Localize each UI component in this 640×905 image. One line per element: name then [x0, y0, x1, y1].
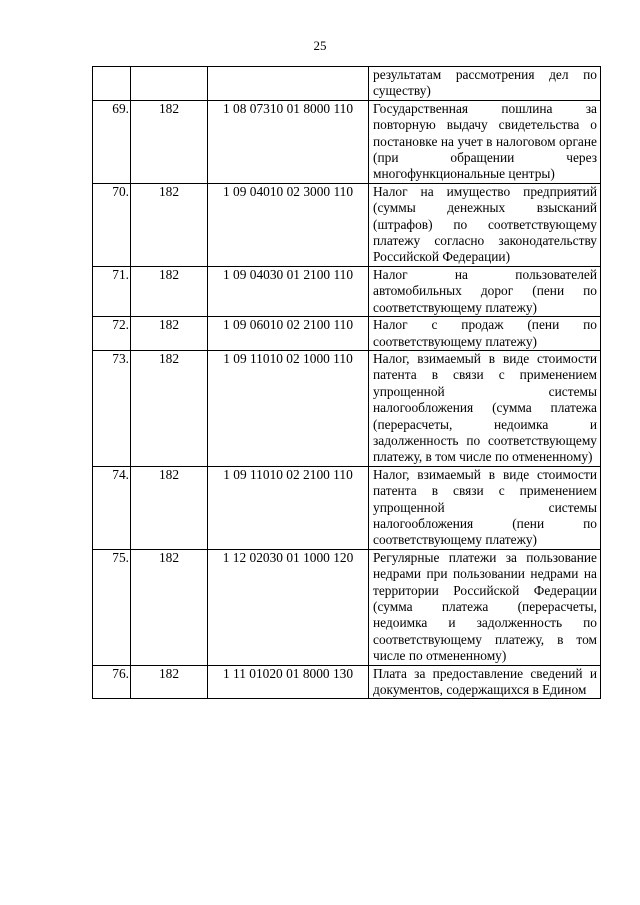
admin-code-cell: [131, 67, 208, 101]
budget-classification-code-cell: [208, 266, 369, 316]
admin-code-text: 182: [158, 466, 180, 482]
revenue-description-text: Плата за предоставление сведений и документов, содержащихся в Едином: [373, 665, 597, 698]
admin-code-text: 182: [158, 665, 180, 681]
table-row: [93, 350, 601, 466]
admin-code-text: 182: [158, 100, 180, 116]
table-row: [93, 665, 601, 699]
row-number-text: 74.: [112, 466, 129, 482]
revenue-description-cell: [369, 350, 601, 466]
row-number-cell: [93, 67, 131, 101]
admin-code-cell: [131, 549, 208, 665]
revenue-codes-table: [92, 66, 601, 699]
revenue-description-text: Налог, взимаемый в виде стоимости патента в связи с применением упрощенной системы налогообложения (сумма платежа (перерасчеты, недоимка и задолженность по соответствующему платежу, в том числе по отмененному): [373, 350, 597, 465]
revenue-description-text: Государственная пошлина за повторную выдачу свидетельства о постановке на учет в налоговом органе (при обращении через многофункциональные центры): [373, 100, 597, 182]
admin-code-cell: [131, 183, 208, 266]
row-number-text: 71.: [112, 266, 129, 282]
budget-classification-code-text: 1 08 07310 01 8000 110: [222, 100, 354, 116]
revenue-description-cell: [369, 549, 601, 665]
admin-code-text: 182: [158, 350, 180, 366]
budget-classification-code-cell: [208, 100, 369, 183]
admin-code-cell: [131, 466, 208, 549]
revenue-description-cell: [369, 67, 601, 101]
revenue-description-cell: [369, 100, 601, 183]
table-row: [93, 67, 601, 101]
budget-classification-code-cell: [208, 665, 369, 699]
budget-classification-code-cell: [208, 549, 369, 665]
budget-classification-code-text: 1 12 02030 01 1000 120: [222, 549, 354, 565]
table-row: [93, 183, 601, 266]
revenue-description-text: Налог на имущество предприятий (суммы денежных взысканий (штрафов) по соответствующему платежу согласно законодательству Российской Федерации): [373, 183, 597, 265]
row-number-cell: [93, 665, 131, 699]
row-number-cell: [93, 266, 131, 316]
admin-code-text: 182: [158, 266, 180, 282]
table-body: [93, 67, 601, 699]
row-number-cell: [93, 183, 131, 266]
row-number-text: 72.: [112, 317, 129, 333]
revenue-description-text: Налог с продаж (пени по соответствующему платежу): [373, 317, 597, 349]
row-number-text: 70.: [112, 183, 129, 199]
budget-classification-code-text: 1 09 06010 02 2100 110: [222, 317, 354, 333]
budget-classification-code-text: 1 09 11010 02 2100 110: [223, 466, 353, 482]
revenue-description-text: Налог, взимаемый в виде стоимости патента в связи с применением упрощенной системы налогообложения (пени по соответствующему платежу): [373, 466, 597, 548]
admin-code-text: 182: [158, 183, 180, 199]
admin-code-cell: [131, 317, 208, 351]
admin-code-cell: [131, 266, 208, 316]
row-number-cell: [93, 350, 131, 466]
budget-classification-code-cell: [208, 350, 369, 466]
admin-code-cell: [131, 100, 208, 183]
row-number-text: 73.: [112, 350, 129, 366]
budget-classification-code-cell: [208, 67, 369, 101]
row-number-cell: [93, 466, 131, 549]
row-number-cell: [93, 317, 131, 351]
row-number-text: 76.: [112, 665, 129, 681]
table-row: [93, 100, 601, 183]
budget-classification-code-cell: [208, 183, 369, 266]
revenue-description-cell: [369, 266, 601, 316]
admin-code-text: 182: [158, 317, 180, 333]
budget-classification-code-text: 1 09 04010 02 3000 110: [222, 183, 354, 199]
revenue-description-text: Налог на пользователей автомобильных дорог (пени по соответствующему платежу): [373, 266, 597, 315]
revenue-description-cell: [369, 466, 601, 549]
budget-classification-code-text: 1 11 01020 01 8000 130: [222, 665, 354, 681]
revenue-description-text: Регулярные платежи за пользование недрами при пользовании недрами на территории Российской Федерации (сумма платежа (перерасчеты, недоимка и задолженность по соответствующему платежу, в том числе по отмененному): [373, 549, 597, 664]
row-number-text: 75.: [112, 549, 129, 565]
revenue-description-cell: [369, 183, 601, 266]
table-row: [93, 266, 601, 316]
revenue-description-cell: [369, 317, 601, 351]
row-number-cell: [93, 100, 131, 183]
admin-code-cell: [131, 665, 208, 699]
admin-code-cell: [131, 350, 208, 466]
budget-classification-code-cell: [208, 466, 369, 549]
row-number-cell: [93, 549, 131, 665]
budget-classification-code-text: 1 09 04030 01 2100 110: [222, 266, 354, 282]
table-row: [93, 317, 601, 351]
budget-classification-code-text: 1 09 11010 02 1000 110: [223, 350, 353, 366]
admin-code-text: 182: [158, 549, 180, 565]
table-row: [93, 549, 601, 665]
revenue-description-cell: [369, 665, 601, 699]
budget-classification-code-cell: [208, 317, 369, 351]
revenue-description-text: результатам рассмотрения дел по существу): [373, 67, 597, 99]
row-number-text: 69.: [112, 100, 129, 116]
table-row: [93, 466, 601, 549]
page-number: 25: [313, 38, 327, 53]
